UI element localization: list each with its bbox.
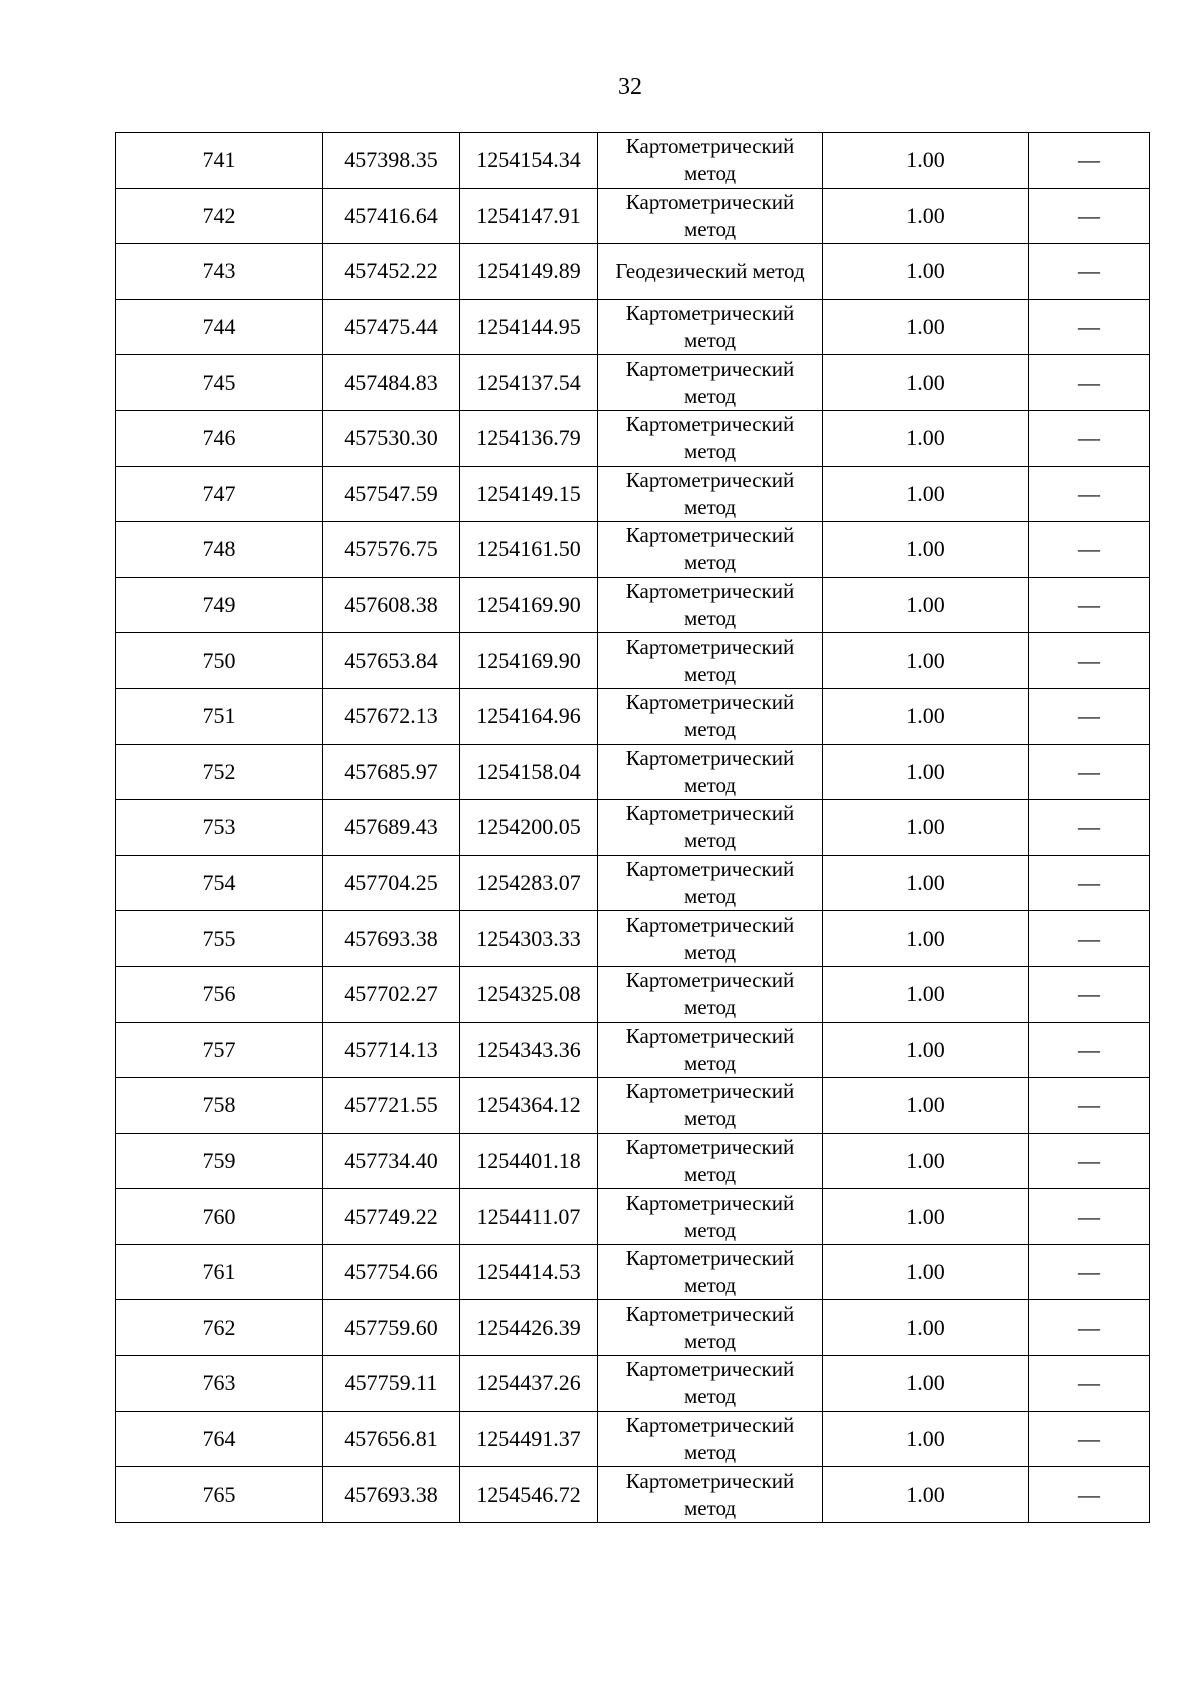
table-row [116,133,1150,189]
method-cell [598,244,823,300]
point-number-cell: 746 [116,410,323,466]
x-coordinate-cell: 457685.97 [323,744,460,800]
table-row [116,522,1150,578]
point-number-cell: 748 [116,522,323,578]
note-cell: — [1029,800,1150,856]
point-number-cell: 742 [116,188,323,244]
point-number-cell: 764 [116,1411,323,1467]
accuracy-cell: 1.00 [823,299,1029,355]
accuracy-cell: 1.00 [823,1189,1029,1245]
y-coordinate-cell: 1254164.96 [460,688,598,744]
table-row [116,1022,1150,1078]
point-number-cell: 759 [116,1133,323,1189]
y-coordinate-cell: 1254343.36 [460,1022,598,1078]
accuracy-cell: 1.00 [823,800,1029,856]
x-coordinate-cell: 457656.81 [323,1411,460,1467]
note-cell: — [1029,744,1150,800]
point-number-cell: 751 [116,688,323,744]
accuracy-cell: 1.00 [823,1300,1029,1356]
method-text: Картометрический метод [625,189,795,241]
point-number-cell: 763 [116,1356,323,1412]
x-coordinate-cell: 457759.11 [323,1356,460,1412]
method-text: Картометрический метод [625,1357,795,1409]
x-coordinate-cell: 457547.59 [323,466,460,522]
x-coordinate-cell: 457689.43 [323,800,460,856]
point-number-cell: 758 [116,1078,323,1134]
note-cell: — [1029,1300,1150,1356]
x-coordinate-cell: 457576.75 [323,522,460,578]
y-coordinate-cell: 1254149.89 [460,244,598,300]
y-coordinate-cell: 1254546.72 [460,1467,598,1523]
x-coordinate-cell: 457416.64 [323,188,460,244]
accuracy-cell: 1.00 [823,577,1029,633]
table-row [116,466,1150,522]
method-cell [598,1189,823,1245]
method-cell [598,410,823,466]
note-cell: — [1029,1411,1150,1467]
note-cell: — [1029,577,1150,633]
table-row [116,1189,1150,1245]
method-text: Картометрический метод [625,134,795,186]
method-cell [598,1244,823,1300]
method-cell [598,1300,823,1356]
y-coordinate-cell: 1254158.04 [460,744,598,800]
y-coordinate-cell: 1254144.95 [460,299,598,355]
x-coordinate-cell: 457721.55 [323,1078,460,1134]
point-number-cell: 757 [116,1022,323,1078]
y-coordinate-cell: 1254303.33 [460,911,598,967]
y-coordinate-cell: 1254136.79 [460,410,598,466]
accuracy-cell: 1.00 [823,522,1029,578]
x-coordinate-cell: 457749.22 [323,1189,460,1245]
note-cell: — [1029,1356,1150,1412]
note-cell: — [1029,1022,1150,1078]
y-coordinate-cell: 1254325.08 [460,966,598,1022]
table-row [116,1244,1150,1300]
method-text: Картометрический метод [625,1412,795,1464]
table-row [116,188,1150,244]
point-number-cell: 741 [116,133,323,189]
point-number-cell: 762 [116,1300,323,1356]
accuracy-cell: 1.00 [823,1133,1029,1189]
point-number-cell: 749 [116,577,323,633]
method-text: Картометрический метод [625,412,795,464]
point-number-cell: 756 [116,966,323,1022]
method-text: Картометрический метод [625,523,795,575]
x-coordinate-cell: 457530.30 [323,410,460,466]
accuracy-cell: 1.00 [823,744,1029,800]
x-coordinate-cell: 457693.38 [323,911,460,967]
accuracy-cell: 1.00 [823,188,1029,244]
x-coordinate-cell: 457754.66 [323,1244,460,1300]
method-cell [598,1078,823,1134]
y-coordinate-cell: 1254169.90 [460,577,598,633]
point-number-cell: 754 [116,855,323,911]
method-cell [598,1133,823,1189]
y-coordinate-cell: 1254161.50 [460,522,598,578]
accuracy-cell: 1.00 [823,633,1029,689]
method-text: Картометрический метод [625,1301,795,1353]
method-text: Картометрический метод [625,301,795,353]
y-coordinate-cell: 1254491.37 [460,1411,598,1467]
note-cell: — [1029,1467,1150,1523]
note-cell: — [1029,1078,1150,1134]
table-row [116,800,1150,856]
method-cell [598,466,823,522]
note-cell: — [1029,410,1150,466]
method-text: Картометрический метод [625,1079,795,1131]
y-coordinate-cell: 1254426.39 [460,1300,598,1356]
table-row [116,577,1150,633]
method-text: Картометрический метод [625,857,795,909]
accuracy-cell: 1.00 [823,966,1029,1022]
note-cell: — [1029,1189,1150,1245]
table-row [116,410,1150,466]
accuracy-cell: 1.00 [823,244,1029,300]
method-text: Геодезический метод [615,258,805,283]
y-coordinate-cell: 1254137.54 [460,355,598,411]
x-coordinate-cell: 457759.60 [323,1300,460,1356]
point-number-cell: 755 [116,911,323,967]
x-coordinate-cell: 457475.44 [323,299,460,355]
table-row [116,1078,1150,1134]
note-cell: — [1029,855,1150,911]
note-cell: — [1029,466,1150,522]
method-cell [598,1022,823,1078]
point-number-cell: 760 [116,1189,323,1245]
accuracy-cell: 1.00 [823,1356,1029,1412]
method-text: Картометрический метод [625,467,795,519]
method-cell [598,577,823,633]
method-cell [598,744,823,800]
accuracy-cell: 1.00 [823,688,1029,744]
table-row [116,1467,1150,1523]
table-row [116,744,1150,800]
table-row [116,299,1150,355]
accuracy-cell: 1.00 [823,1022,1029,1078]
note-cell: — [1029,355,1150,411]
accuracy-cell: 1.00 [823,1078,1029,1134]
table-row [116,1133,1150,1189]
x-coordinate-cell: 457484.83 [323,355,460,411]
note-cell: — [1029,299,1150,355]
y-coordinate-cell: 1254169.90 [460,633,598,689]
note-cell: — [1029,188,1150,244]
accuracy-cell: 1.00 [823,1411,1029,1467]
table-row [116,1411,1150,1467]
method-text: Картометрический метод [625,1190,795,1242]
note-cell: — [1029,1133,1150,1189]
accuracy-cell: 1.00 [823,1467,1029,1523]
x-coordinate-cell: 457672.13 [323,688,460,744]
method-text: Картометрический метод [625,912,795,964]
method-cell [598,855,823,911]
x-coordinate-cell: 457608.38 [323,577,460,633]
accuracy-cell: 1.00 [823,466,1029,522]
method-cell [598,299,823,355]
method-cell [598,911,823,967]
accuracy-cell: 1.00 [823,410,1029,466]
method-cell [598,133,823,189]
coordinates-table [115,132,1150,1523]
x-coordinate-cell: 457734.40 [323,1133,460,1189]
note-cell: — [1029,522,1150,578]
y-coordinate-cell: 1254283.07 [460,855,598,911]
method-cell [598,522,823,578]
method-text: Картометрический метод [625,745,795,797]
method-cell [598,1356,823,1412]
y-coordinate-cell: 1254411.07 [460,1189,598,1245]
y-coordinate-cell: 1254154.34 [460,133,598,189]
point-number-cell: 761 [116,1244,323,1300]
y-coordinate-cell: 1254364.12 [460,1078,598,1134]
y-coordinate-cell: 1254147.91 [460,188,598,244]
accuracy-cell: 1.00 [823,355,1029,411]
note-cell: — [1029,688,1150,744]
note-cell: — [1029,911,1150,967]
table-row [116,355,1150,411]
method-text: Картометрический метод [625,801,795,853]
point-number-cell: 745 [116,355,323,411]
x-coordinate-cell: 457653.84 [323,633,460,689]
table-row [116,1356,1150,1412]
method-cell [598,633,823,689]
accuracy-cell: 1.00 [823,911,1029,967]
method-cell [598,1411,823,1467]
method-cell [598,188,823,244]
table-row [116,966,1150,1022]
point-number-cell: 753 [116,800,323,856]
method-text: Картометрический метод [625,1246,795,1298]
page-number: 32 [618,74,642,100]
table-row [116,633,1150,689]
method-text: Картометрический метод [625,634,795,686]
note-cell: — [1029,1244,1150,1300]
y-coordinate-cell: 1254437.26 [460,1356,598,1412]
table-row [116,688,1150,744]
x-coordinate-cell: 457398.35 [323,133,460,189]
table-row [116,911,1150,967]
table-row [116,244,1150,300]
method-text: Картометрический метод [625,579,795,631]
method-text: Картометрический метод [625,1134,795,1186]
accuracy-cell: 1.00 [823,1244,1029,1300]
point-number-cell: 747 [116,466,323,522]
point-number-cell: 750 [116,633,323,689]
point-number-cell: 744 [116,299,323,355]
method-text: Картометрический метод [625,356,795,408]
method-text: Картометрический метод [625,1468,795,1520]
method-text: Картометрический метод [625,690,795,742]
y-coordinate-cell: 1254149.15 [460,466,598,522]
point-number-cell: 752 [116,744,323,800]
method-text: Картометрический метод [625,968,795,1020]
x-coordinate-cell: 457704.25 [323,855,460,911]
method-cell [598,800,823,856]
method-cell [598,688,823,744]
note-cell: — [1029,966,1150,1022]
method-cell [598,355,823,411]
y-coordinate-cell: 1254200.05 [460,800,598,856]
accuracy-cell: 1.00 [823,133,1029,189]
method-cell [598,966,823,1022]
method-text: Картометрический метод [625,1023,795,1075]
method-cell [598,1467,823,1523]
point-number-cell: 765 [116,1467,323,1523]
note-cell: — [1029,633,1150,689]
accuracy-cell: 1.00 [823,855,1029,911]
note-cell: — [1029,133,1150,189]
table-row [116,1300,1150,1356]
y-coordinate-cell: 1254414.53 [460,1244,598,1300]
coordinates-table-body [116,133,1150,1523]
x-coordinate-cell: 457693.38 [323,1467,460,1523]
point-number-cell: 743 [116,244,323,300]
table-row [116,855,1150,911]
x-coordinate-cell: 457714.13 [323,1022,460,1078]
x-coordinate-cell: 457452.22 [323,244,460,300]
y-coordinate-cell: 1254401.18 [460,1133,598,1189]
note-cell: — [1029,244,1150,300]
x-coordinate-cell: 457702.27 [323,966,460,1022]
